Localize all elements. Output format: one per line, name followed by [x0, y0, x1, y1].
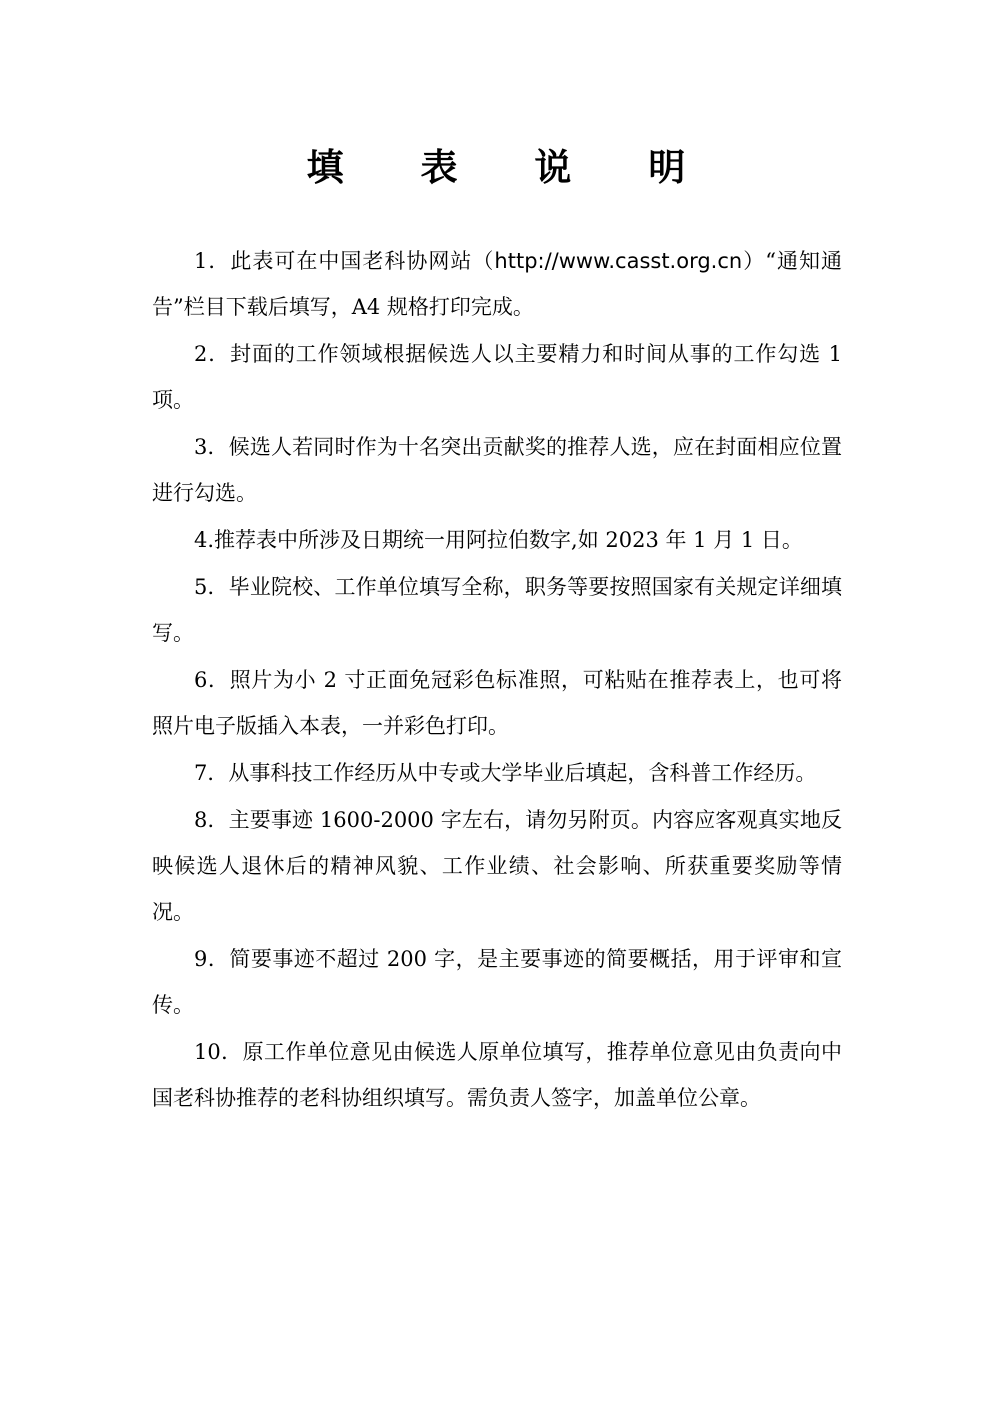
instruction-item-1-suffix: ）“通知通告”栏目下载后填写，A4 规格打印完成。: [152, 249, 842, 319]
instructions-body: [152, 238, 842, 1122]
instruction-item-7: 7．从事科技工作经历从中专或大学毕业后填起，含科普工作经历。: [194, 761, 817, 785]
instruction-item-4: 4.推荐表中所涉及日期统一用阿拉伯数字,如 2023 年 1 月 1 日。: [194, 528, 803, 552]
instruction-item-10: 10．原工作单位意见由候选人原单位填写，推荐单位意见由负责向中国老科协推荐的老科协组织填写。需负责人签字，加盖单位公章。: [152, 1040, 842, 1110]
instruction-item-6: 6．照片为小 2 寸正面免冠彩色标准照，可粘贴在推荐表上，也可将照片电子版插入本表，一并彩色打印。: [152, 668, 842, 738]
instruction-item-9: 9．简要事迹不超过 200 字，是主要事迹的简要概括，用于评审和宣传。: [152, 947, 842, 1017]
instruction-item-8: 8．主要事迹 1600-2000 字左右，请勿另附页。内容应客观真实地反映候选人退休后的精神风貌、工作业绩、社会影响、所获重要奖励等情况。: [152, 808, 842, 924]
instruction-item-3: 3．候选人若同时作为十名突出贡献奖的推荐人选，应在封面相应位置进行勾选。: [152, 435, 842, 505]
instruction-item-1-prefix: 1．此表可在中国老科协网站（: [194, 249, 495, 273]
instruction-item-5: 5．毕业院校、工作单位填写全称，职务等要按照国家有关规定详细填写。: [152, 575, 842, 645]
website-url: http://www.casst.org.cn: [494, 249, 743, 273]
instruction-item-1: [152, 238, 842, 331]
page-title: 填 表 说 明: [306, 146, 718, 189]
instruction-item-2: 2．封面的工作领域根据候选人以主要精力和时间从事的工作勾选 1 项。: [152, 342, 842, 412]
